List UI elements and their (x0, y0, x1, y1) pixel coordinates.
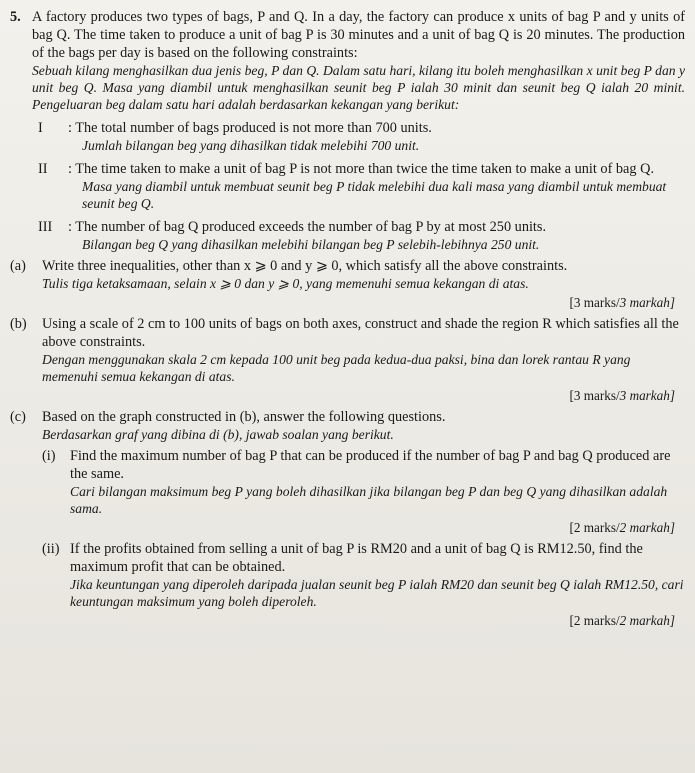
part-english: Based on the graph constructed in (b), answer the following questions. (42, 409, 446, 425)
marks-label: [3 marks/3 markah] (569, 388, 675, 403)
subpart-i (42, 447, 685, 536)
part-malay: Dengan menggunakan skala 2 cm kepada 100 unit beg pada kedua-dua paksi, bina dan lorek rantau R yang memenuhi semua kekangan di atas. (42, 352, 631, 384)
marks-label: [2 marks/2 markah] (569, 613, 675, 628)
marks-label: [3 marks/3 markah] (569, 295, 675, 310)
part-english: Write three inequalities, other than x ⩾ 0 and y ⩾ 0, which satisfy all the above constraints. (42, 258, 568, 274)
subpart-label: (ii) (42, 541, 60, 557)
subpart-malay: Cari bilangan maksimum beg P yang boleh dihasilkan jika bilangan beg P dan beg Q yang dihasilkan adalah sama. (70, 484, 668, 516)
part-label: (b) (10, 316, 27, 332)
marks-label: [2 marks/2 markah] (569, 520, 675, 535)
intro-english: A factory produces two types of bags, P and Q. In a day, the factory can produce x units of bag P and y units of bag Q. The time taken to produce a unit of bag P is 30 minutes and a unit of bag Q is 20 minutes. The production of the bags per day is based on the following constraints: (32, 9, 685, 61)
subpart-label: (i) (42, 448, 56, 464)
constraint-label: III (38, 219, 53, 235)
question-5 (10, 8, 685, 253)
part-english: Using a scale of 2 cm to 100 units of bags on both axes, construct and shade the region R which satisfies all the above constraints. (42, 316, 679, 350)
subpart-ii (42, 540, 685, 629)
part-label: (a) (10, 258, 26, 274)
constraint-english: : The total number of bags produced is not more than 700 units. (68, 120, 432, 136)
part-malay: Berdasarkan graf yang dibina di (b), jawab soalan yang berikut. (42, 427, 394, 442)
constraint-1 (32, 119, 685, 154)
part-malay: Tulis tiga ketaksamaan, selain x ⩾ 0 dan y ⩾ 0, yang memenuhi semua kekangan di atas. (42, 276, 529, 291)
constraint-malay: Jumlah bilangan beg yang dihasilkan tidak melebihi 700 unit. (82, 138, 420, 153)
constraint-english: : The number of bag Q produced exceeds the number of bag P by at most 250 units. (68, 219, 547, 235)
constraint-english: : The time taken to make a unit of bag P is not more than twice the time taken to make a unit of bag Q. (68, 161, 655, 177)
part-label: (c) (10, 409, 26, 425)
question-number: 5. (10, 9, 21, 25)
constraint-malay: Masa yang diambil untuk membuat seunit beg P tidak melebihi dua kali masa yang diambil untuk membuat seunit beg Q. (82, 179, 667, 211)
subpart-malay: Jika keuntungan yang diperoleh daripada jualan seunit beg P ialah RM20 dan seunit beg Q ialah RM12.50, cari keuntungan maksimum yang boleh diperoleh. (70, 577, 684, 609)
part-b (10, 315, 685, 404)
constraint-malay: Bilangan beg Q yang dihasilkan melebihi bilangan beg P selebih-lebihnya 250 unit. (82, 237, 540, 252)
question-body (32, 8, 685, 253)
constraint-label: I (38, 120, 43, 136)
part-c (10, 408, 685, 629)
intro-malay: Sebuah kilang menghasilkan dua jenis beg, P dan Q. Dalam satu hari, kilang itu boleh menghasilkan x unit beg P dan y unit beg Q. Masa yang diambil untuk menghasilkan seunit beg P ialah 30 minit dan seunit beg Q ialah 20 minit. Pengeluaran beg dalam satu hari adalah berdasarkan kekangan yang berikut: (32, 63, 685, 112)
constraint-label: II (38, 161, 48, 177)
constraint-3 (32, 218, 685, 253)
part-a (10, 257, 685, 311)
subpart-english: If the profits obtained from selling a unit of bag P is RM20 and a unit of bag Q is RM12.50, find the maximum profit that can be obtained. (70, 541, 643, 575)
constraint-2 (32, 160, 685, 212)
subpart-english: Find the maximum number of bag P that can be produced if the number of bag P and bag Q produced are the same. (70, 448, 671, 482)
